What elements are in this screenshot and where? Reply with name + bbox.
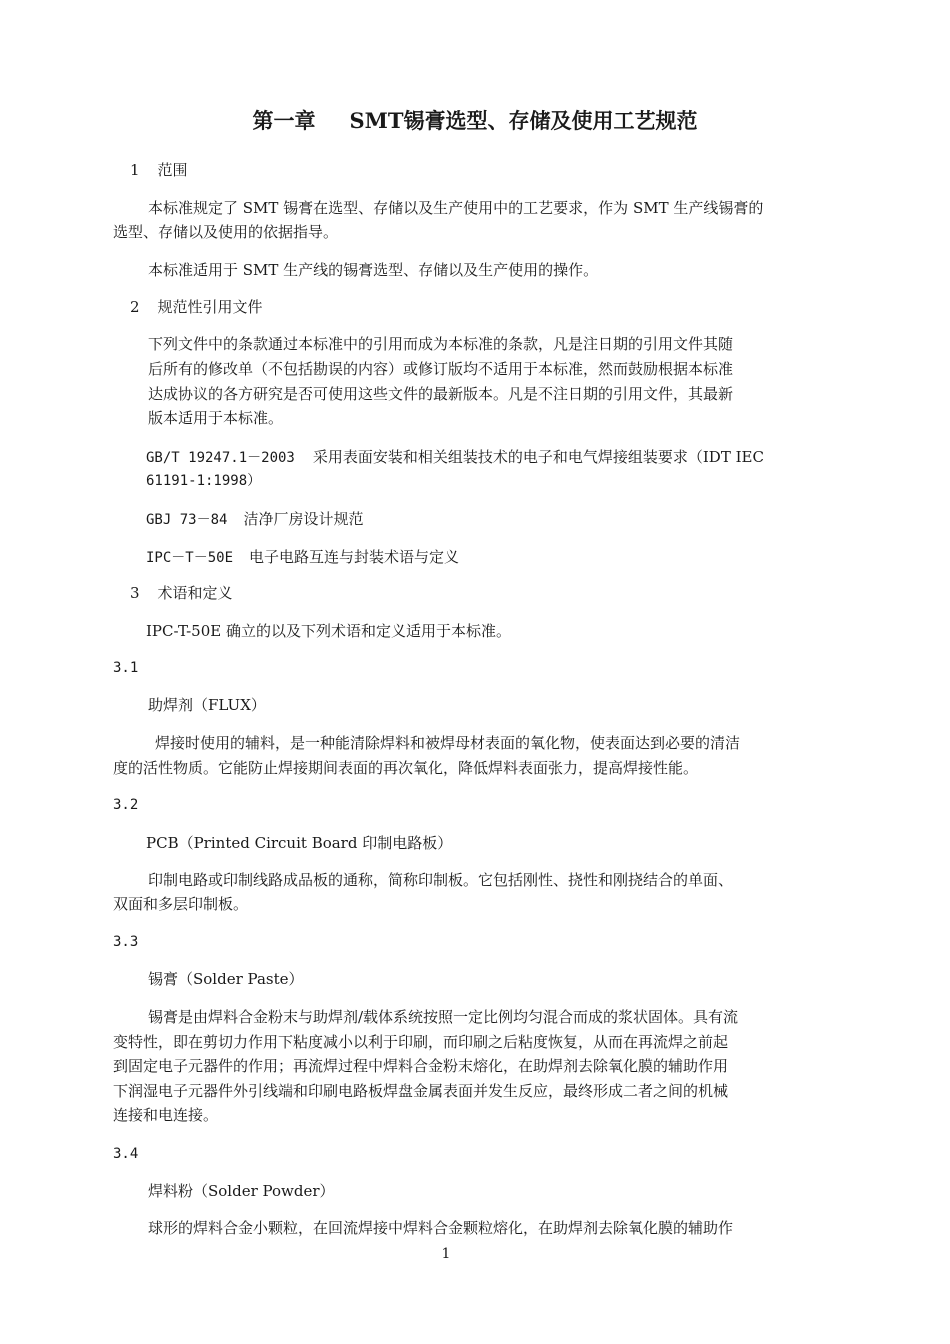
reference-code: GB/T 19247.1－2003 — [146, 450, 295, 466]
section-title: 范围 — [157, 161, 188, 179]
paragraph-line: 双面和多层印制板。 — [113, 895, 249, 913]
paragraph-line: 度的活性物质。它能防止焊接期间表面的再次氧化，降低焊料表面张力，提高焊接性能。 — [113, 759, 699, 777]
term-name: 锡膏（Solder Paste） — [148, 970, 304, 988]
paragraph-line: 本标准规定了 SMT 锡膏在选型、存储以及生产使用中的工艺要求，作为 SMT 生产线锡膏的 — [148, 199, 764, 217]
term-number: 3.1 — [113, 660, 139, 676]
paragraph-line: 连接和电连接。 — [113, 1106, 219, 1124]
paragraph-line: 版本适用于本标准。 — [148, 409, 284, 427]
reference-title: 电子电路互连与封装术语与定义 — [249, 548, 460, 566]
term-number: 3.2 — [113, 797, 139, 813]
term-name: PCB（Printed Circuit Board 印制电路板） — [146, 834, 453, 852]
paragraph-line: 到固定电子元器件的作用；再流焊过程中焊料合金粉末熔化，在助焊剂去除氧化膜的辅助作用 — [113, 1057, 729, 1075]
paragraph-line: 锡膏是由焊料合金粉末与助焊剂/载体系统按照一定比例均匀混合而成的浆状固体。具有流 — [148, 1008, 739, 1026]
reference-3 — [146, 545, 459, 570]
page-number-text: 1 — [441, 1246, 451, 1262]
reference-title: 洁净厂房设计规范 — [243, 510, 364, 528]
section-3-heading — [130, 581, 233, 605]
section-2-heading — [130, 295, 263, 319]
paragraph-line: 下列文件中的条款通过本标准中的引用而成为本标准的条款，凡是注日期的引用文件其随 — [148, 335, 734, 353]
paragraph-line: 达成协议的各方研究是否可使用这些文件的最新版本。凡是不注日期的引用文件，其最新 — [148, 385, 734, 403]
chapter-heading: SMT锡膏选型、存储及使用工艺规范 — [349, 108, 698, 133]
paragraph-line: 焊接时使用的辅料，是一种能清除焊料和被焊母材表面的氧化物，使表面达到必要的清洁 — [155, 734, 741, 752]
paragraph-line: 本标准适用于 SMT 生产线的锡膏选型、存储以及生产使用的操作。 — [148, 261, 599, 279]
section-number: 3 — [130, 584, 140, 602]
term-name: 焊料粉（Solder Powder） — [148, 1182, 335, 1200]
chapter-label: 第一章 — [252, 108, 316, 133]
term-number: 3.4 — [113, 1146, 139, 1162]
paragraph-line: IPC-T-50E 确立的以及下列术语和定义适用于本标准。 — [146, 622, 511, 640]
section-1-heading — [130, 158, 188, 182]
paragraph-line: 变特性，即在剪切力作用下粘度减小以利于印刷，而印刷之后粘度恢复，从而在再流焊之前起 — [113, 1033, 729, 1051]
section-number: 1 — [130, 161, 140, 179]
paragraph-line: 后所有的修改单（不包括勘误的内容）或修订版均不适用于本标准，然而鼓励根据本标准 — [148, 360, 734, 378]
chapter-title — [0, 106, 950, 136]
reference-2 — [146, 507, 363, 532]
reference-code: IPC－T－50E — [146, 550, 234, 566]
reference-1-continued: 61191-1:1998） — [146, 473, 262, 489]
page-number — [0, 1246, 892, 1262]
reference-1 — [146, 445, 764, 470]
paragraph-line: 球形的焊料合金小颗粒，在回流焊接中焊料合金颗粒熔化，在助焊剂去除氧化膜的辅助作 — [148, 1219, 734, 1237]
section-title: 规范性引用文件 — [157, 298, 263, 316]
term-name: 助焊剂（FLUX） — [148, 696, 266, 714]
reference-title: 采用表面安装和相关组装技术的电子和电气焊接组装要求（IDT IEC — [312, 448, 764, 466]
paragraph-line: 下润湿电子元器件外引线端和印刷电路板焊盘金属表面并发生反应，最终形成二者之间的机械 — [113, 1082, 729, 1100]
reference-code: GBJ 73－84 — [146, 512, 228, 528]
paragraph-line: 印制电路或印制线路成品板的通称，简称印制板。它包括刚性、挠性和刚挠结合的单面、 — [148, 871, 734, 889]
term-number: 3.3 — [113, 934, 139, 950]
section-number: 2 — [130, 298, 140, 316]
paragraph-line: 选型、存储以及使用的依据指导。 — [113, 223, 339, 241]
section-title: 术语和定义 — [157, 584, 233, 602]
